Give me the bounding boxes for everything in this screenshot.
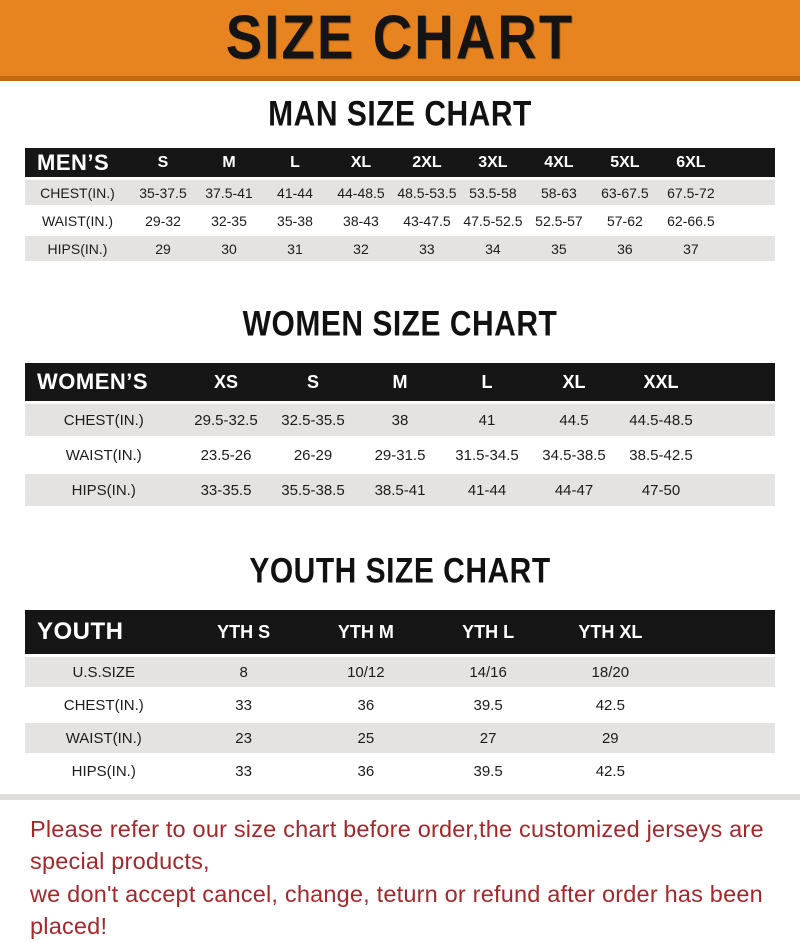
size-value-cell: 35-38 [277, 212, 313, 229]
column-header: 6XL [676, 153, 706, 171]
row-label: CHEST(IN.) [40, 184, 115, 201]
column-header: 5XL [610, 153, 640, 171]
row-label: HIPS(IN.) [47, 240, 108, 257]
size-value-cell: 42.5 [595, 762, 625, 780]
column-header: S [157, 153, 169, 171]
row-label: HIPS(IN.) [71, 762, 136, 780]
row-label: WAIST(IN.) [65, 446, 142, 464]
size-value-cell: 29 [601, 729, 619, 747]
size-value-cell: 37.5-41 [205, 184, 253, 201]
column-header: M [392, 371, 408, 392]
size-value-cell: 33-35.5 [200, 481, 252, 499]
table-row [25, 439, 775, 471]
size-value-cell: 58-63 [540, 184, 577, 201]
bottom-edge-strip [0, 794, 800, 800]
column-header: YTH XL [578, 621, 643, 642]
size-chart-title: SIZE CHART [225, 3, 575, 73]
header-spacer [724, 148, 775, 177]
size-value-cell: 48.5-53.5 [397, 184, 457, 201]
size-value-cell: 63-67.5 [601, 184, 649, 201]
column-header: YTH S [217, 621, 271, 642]
table-row [25, 657, 775, 687]
women-size-table [25, 360, 775, 509]
size-value-cell: 34.5-38.5 [542, 446, 606, 464]
size-value-cell: 53.5-58 [469, 184, 517, 201]
table-row [25, 474, 775, 506]
size-value-cell: 57-62 [606, 212, 643, 229]
size-value-cell: 10/12 [347, 663, 385, 681]
size-value-cell: 31 [287, 240, 303, 257]
size-value-cell: 35-37.5 [139, 184, 187, 201]
footer-note [30, 813, 800, 943]
women-section-heading: WOMEN SIZE CHART [242, 304, 558, 344]
size-value-cell: 27 [479, 729, 497, 747]
size-value-cell: 62-66.5 [667, 212, 715, 229]
size-value-cell: 14/16 [469, 663, 507, 681]
size-value-cell: 39.5 [473, 696, 503, 714]
size-value-cell: 32-35 [211, 212, 247, 229]
size-value-cell: 32 [353, 240, 369, 257]
size-value-cell: 44.5 [559, 411, 589, 429]
man-section-heading: MAN SIZE CHART [268, 94, 532, 134]
table-row [25, 756, 775, 786]
row-label: CHEST(IN.) [63, 696, 144, 714]
size-value-cell: 35.5-38.5 [281, 481, 345, 499]
table-row [25, 723, 775, 753]
column-header: XXL [643, 371, 679, 392]
size-value-cell: 44-48.5 [337, 184, 385, 201]
row-spacer [671, 756, 775, 786]
size-value-cell: 36 [357, 762, 375, 780]
column-header: 2XL [412, 153, 442, 171]
row-label: WAIST(IN.) [65, 729, 142, 747]
row-label: CHEST(IN.) [63, 411, 144, 429]
size-value-cell: 33 [235, 696, 252, 714]
row-spacer [671, 723, 775, 753]
size-value-cell: 37 [683, 240, 699, 257]
size-value-cell: 35 [551, 240, 567, 257]
size-value-cell: 47-50 [641, 481, 681, 499]
size-value-cell: 43-47.5 [403, 212, 451, 229]
size-value-cell: 32.5-35.5 [281, 411, 345, 429]
size-value-cell: 44.5-48.5 [629, 411, 693, 429]
header-spacer [705, 363, 776, 401]
size-value-cell: 38.5-42.5 [629, 446, 693, 464]
size-value-cell: 38 [391, 411, 409, 429]
table-row [25, 236, 775, 261]
size-value-cell: 25 [357, 729, 375, 747]
column-header: 3XL [478, 153, 508, 171]
table-row [25, 404, 775, 436]
size-value-cell: 67.5-72 [667, 184, 715, 201]
size-value-cell: 23.5-26 [200, 446, 252, 464]
size-value-cell: 29-31.5 [374, 446, 426, 464]
column-header: XL [562, 371, 586, 392]
size-value-cell: 44-47 [554, 481, 594, 499]
table-row [25, 180, 775, 205]
size-value-cell: 29.5-32.5 [194, 411, 258, 429]
table-row [25, 690, 775, 720]
size-value-cell: 33 [235, 762, 252, 780]
footer-note-line1: Please refer to our size chart before order,the customized jerseys are special products, [30, 816, 764, 875]
size-value-cell: 36 [357, 696, 375, 714]
size-value-cell: 23 [235, 729, 252, 747]
size-value-cell: 41-44 [467, 481, 507, 499]
row-spacer [671, 690, 775, 720]
size-value-cell: 26-29 [293, 446, 333, 464]
column-header: YTH L [462, 621, 515, 642]
row-spacer [671, 657, 775, 687]
column-header: XS [213, 371, 238, 392]
size-value-cell: 8 [239, 663, 248, 681]
row-spacer [705, 439, 776, 471]
size-chart-banner [0, 0, 800, 81]
table-row [25, 208, 775, 233]
row-label: U.S.SIZE [72, 663, 135, 681]
row-label: WAIST(IN.) [41, 212, 114, 229]
men-size-table [25, 145, 775, 264]
row-spacer [724, 208, 775, 233]
size-value-cell: 38-43 [343, 212, 379, 229]
size-value-cell: 31.5-34.5 [455, 446, 519, 464]
row-spacer [724, 236, 775, 261]
size-value-cell: 34 [485, 240, 501, 257]
table-title: WOMEN’S [37, 369, 149, 394]
size-value-cell: 33 [419, 240, 435, 257]
column-header: S [306, 371, 319, 392]
header-spacer [671, 610, 775, 654]
size-value-cell: 39.5 [473, 762, 503, 780]
size-value-cell: 29-32 [145, 212, 181, 229]
column-header: XL [350, 153, 372, 171]
footer-note-line2: we don't accept cancel, change, teturn or refund after order has been placed! [30, 880, 763, 940]
size-value-cell: 38.5-41 [374, 481, 426, 499]
size-value-cell: 41 [478, 411, 496, 429]
row-spacer [705, 404, 776, 436]
size-value-cell: 29 [155, 240, 171, 257]
size-value-cell: 52.5-57 [535, 212, 583, 229]
column-header: M [222, 153, 236, 171]
column-header: YTH M [337, 621, 394, 642]
size-value-cell: 18/20 [591, 663, 630, 681]
size-value-cell: 41-44 [277, 184, 313, 201]
youth-section-heading: YOUTH SIZE CHART [249, 551, 551, 591]
youth-size-table [25, 607, 775, 789]
size-value-cell: 47.5-52.5 [463, 212, 523, 229]
row-spacer [724, 180, 775, 205]
size-value-cell: 36 [617, 240, 633, 257]
size-value-cell: 30 [221, 240, 237, 257]
table-title: MEN’S [37, 149, 110, 175]
column-header: L [481, 371, 493, 392]
row-label: HIPS(IN.) [71, 481, 136, 499]
size-value-cell: 42.5 [595, 696, 625, 714]
row-spacer [705, 474, 776, 506]
column-header: 4XL [544, 153, 574, 171]
column-header: L [290, 153, 300, 171]
table-title: YOUTH [37, 618, 124, 645]
